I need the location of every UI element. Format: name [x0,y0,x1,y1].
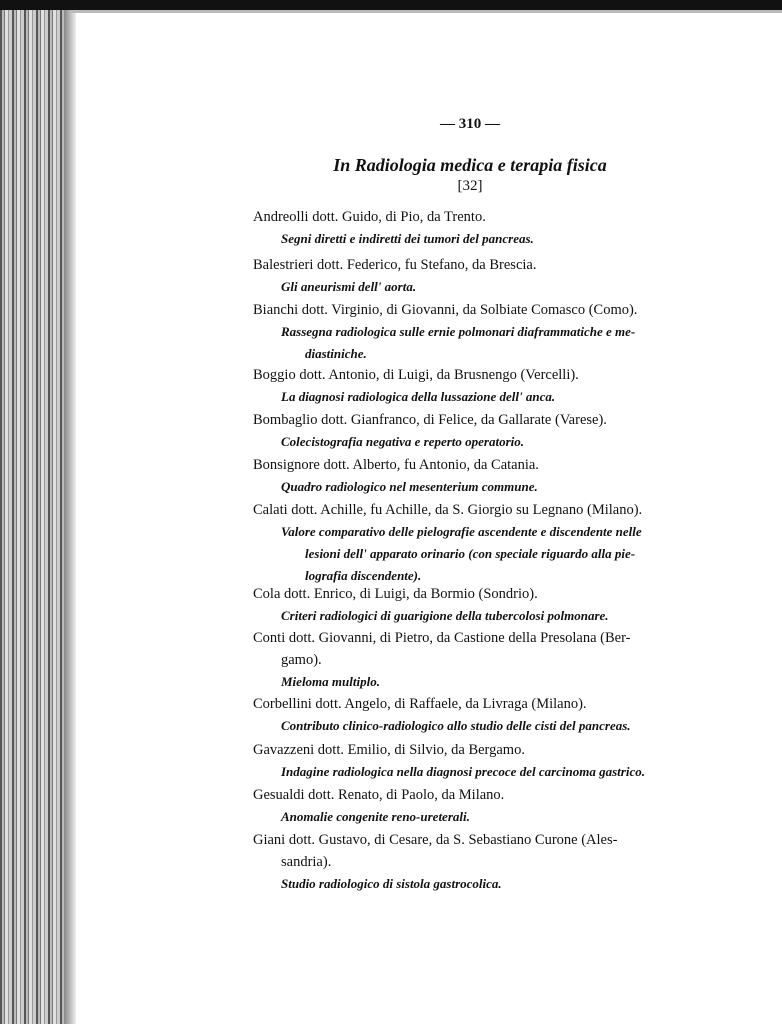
entry-author: Balestrieri dott. Federico, fu Stefano, da Brescia. [253,257,537,273]
list-item [253,627,693,693]
entry-author: Conti dott. Giovanni, di Pietro, da Castione della Presolana (Ber- [253,630,631,646]
entry-thesis-title: Contributo clinico-radiologico allo studio delle cisti del pancreas. [281,718,631,733]
entry-author: Bombaglio dott. Gianfranco, di Felice, da Gallarate (Varese). [253,412,607,428]
entry-thesis-title: La diagnosi radiologica della lussazione dell' anca. [281,389,556,404]
scan-top-border [0,0,782,10]
entry-author: Cola dott. Enrico, di Luigi, da Bormio (Sondrio). [253,586,538,602]
list-item [253,254,693,298]
section-heading: In Radiologia medica e terapia fisica [333,155,607,175]
entry-thesis-title: Valore comparativo delle pielografie ascendente e discendente nelle [281,524,642,539]
entry-thesis-title: Rassegna radiologica sulle ernie polmonari diaframmatiche e me- [281,324,636,339]
entry-author: Bonsignore dott. Alberto, fu Antonio, da Catania. [253,457,539,473]
page-gutter-shadow [64,0,76,1024]
entry-thesis-title: Segni diretti e indiretti dei tumori del pancreas. [281,231,534,246]
list-item [253,739,693,783]
entry-author: Corbellini dott. Angelo, di Raffaele, da Livraga (Milano). [253,696,587,712]
list-item [253,364,693,408]
entry-thesis-title: Colecistografia negativa e reperto operatorio. [281,434,525,449]
list-item [253,784,693,828]
entry-thesis-title: lografia discendente). [305,568,422,583]
list-item [253,206,693,250]
list-item [253,499,693,587]
book-binding-edge [0,0,74,1024]
page-number: — 310 — [440,116,500,132]
entry-thesis-title: Indagine radiologica nella diagnosi precoce del carcinoma gastrico. [281,764,645,779]
entry-thesis-title: Studio radiologico di sistola gastrocolica. [281,876,502,891]
entry-author: Boggio dott. Antonio, di Luigi, da Brusnengo (Vercelli). [253,367,579,383]
entry-author: Gavazzeni dott. Emilio, di Silvio, da Bergamo. [253,742,525,758]
list-item [253,693,693,737]
entry-author: Andreolli dott. Guido, di Pio, da Trento. [253,209,486,225]
entry-thesis-title: Quadro radiologico nel mesenterium commune. [281,479,538,494]
entry-author: Gesualdi dott. Renato, di Paolo, da Milano. [253,787,505,803]
entry-thesis-title: Mieloma multiplo. [281,674,380,689]
entry-author: Calati dott. Achille, fu Achille, da S. Giorgio su Legnano (Milano). [253,502,643,518]
list-item [253,583,693,627]
entry-thesis-title: Gli aneurismi dell' aorta. [281,279,417,294]
entry-thesis-title: Criteri radiologici di guarigione della tubercolosi polmonare. [281,608,609,623]
entry-author: Giani dott. Gustavo, di Cesare, da S. Sebastiano Curone (Ales- [253,832,618,848]
scan-top-shadow [70,10,782,13]
list-item [253,299,693,365]
list-item [253,829,693,895]
entry-thesis-title: diastiniche. [305,346,367,361]
entry-author: Bianchi dott. Virginio, di Giovanni, da Solbiate Comasco (Como). [253,302,638,318]
list-item [253,409,693,453]
list-item [253,454,693,498]
section-number: [32] [457,178,483,194]
entry-thesis-title: Anomalie congenite reno-ureterali. [281,809,470,824]
entry-thesis-title: lesioni dell' apparato orinario (con speciale riguardo alla pie- [305,546,636,561]
entry-author: sandria). [281,854,332,870]
entry-author: gamo). [281,652,322,668]
